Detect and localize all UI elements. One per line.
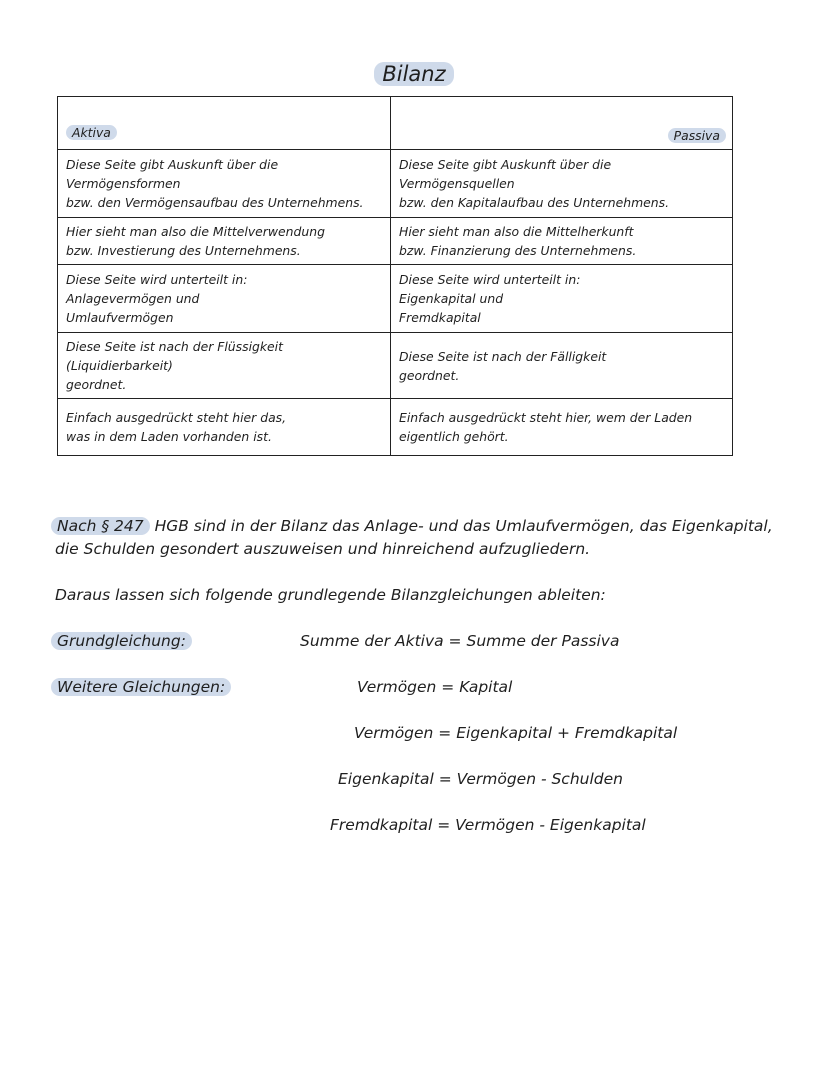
paragraph-rest: HGB sind in der Bilanz das Anlage- und das Umlaufvermögen, das Eigenkapital,: [149, 517, 773, 535]
table-cell-aktiva: Diese Seite gibt Auskunft über die Vermögensformen bzw. den Vermögensaufbau des Unternehmens.: [58, 150, 391, 218]
table-row: [58, 399, 733, 456]
table-row: [58, 265, 733, 333]
title-text: Bilanz: [374, 62, 453, 86]
table-row: [58, 333, 733, 399]
equation-fremdkapital: Fremdkapital = Vermögen - Eigenkapital: [330, 816, 646, 834]
page-title: [0, 62, 828, 86]
weitere-label: Weitere Gleichungen:: [51, 678, 231, 696]
table-cell-passiva: Hier sieht man also die Mittelherkunft bzw. Finanzierung des Unternehmens.: [391, 218, 733, 265]
equation-vermoegen-kapital: Vermögen = Kapital: [357, 678, 513, 696]
grundgleichung-equation: Summe der Aktiva = Summe der Passiva: [300, 632, 620, 650]
bilanz-table: [57, 96, 733, 456]
table-cell-aktiva: Hier sieht man also die Mittelverwendung bzw. Investierung des Unternehmens.: [58, 218, 391, 265]
table-cell-aktiva: Diese Seite wird unterteilt in: Anlagevermögen und Umlaufvermögen: [58, 265, 391, 333]
table-row: [58, 150, 733, 218]
table-cell-aktiva: Diese Seite ist nach der Flüssigkeit (Liquidierbarkeit) geordnet.: [58, 333, 391, 399]
table-cell-passiva: Diese Seite wird unterteilt in: Eigenkapital und Fremdkapital: [391, 265, 733, 333]
header-aktiva: [58, 97, 391, 150]
aktiva-label: Aktiva: [66, 125, 117, 140]
equation-vermoegen-ek-fk: Vermögen = Eigenkapital + Fremdkapital: [354, 724, 678, 742]
grundgleichung-label-wrap: [51, 630, 192, 653]
hgb-paragraph: [55, 515, 773, 561]
paragraph-line-1: [55, 515, 773, 538]
weitere-label-wrap: [51, 676, 231, 699]
passiva-label: Passiva: [668, 128, 726, 143]
paragraph-highlight: Nach § 247: [51, 517, 150, 535]
paragraph-line-2: die Schulden gesondert auszuweisen und hinreichend aufzugliedern.: [55, 540, 591, 558]
table-cell-aktiva: Einfach ausgedrückt steht hier das, was in dem Laden vorhanden ist.: [58, 399, 391, 456]
table-row: [58, 218, 733, 265]
table-cell-passiva: Diese Seite gibt Auskunft über die Vermögensquellen bzw. den Kapitalaufbau des Unternehmens.: [391, 150, 733, 218]
grundgleichung-label: Grundgleichung:: [51, 632, 192, 650]
intro-text: Daraus lassen sich folgende grundlegende Bilanzgleichungen ableiten:: [55, 586, 606, 604]
table-cell-passiva: Diese Seite ist nach der Fälligkeit geordnet.: [391, 333, 733, 399]
table-header-row: [58, 97, 733, 150]
table-cell-passiva: Einfach ausgedrückt steht hier, wem der Laden eigentlich gehört.: [391, 399, 733, 456]
equation-eigenkapital: Eigenkapital = Vermögen - Schulden: [338, 770, 623, 788]
header-passiva: [391, 97, 733, 150]
